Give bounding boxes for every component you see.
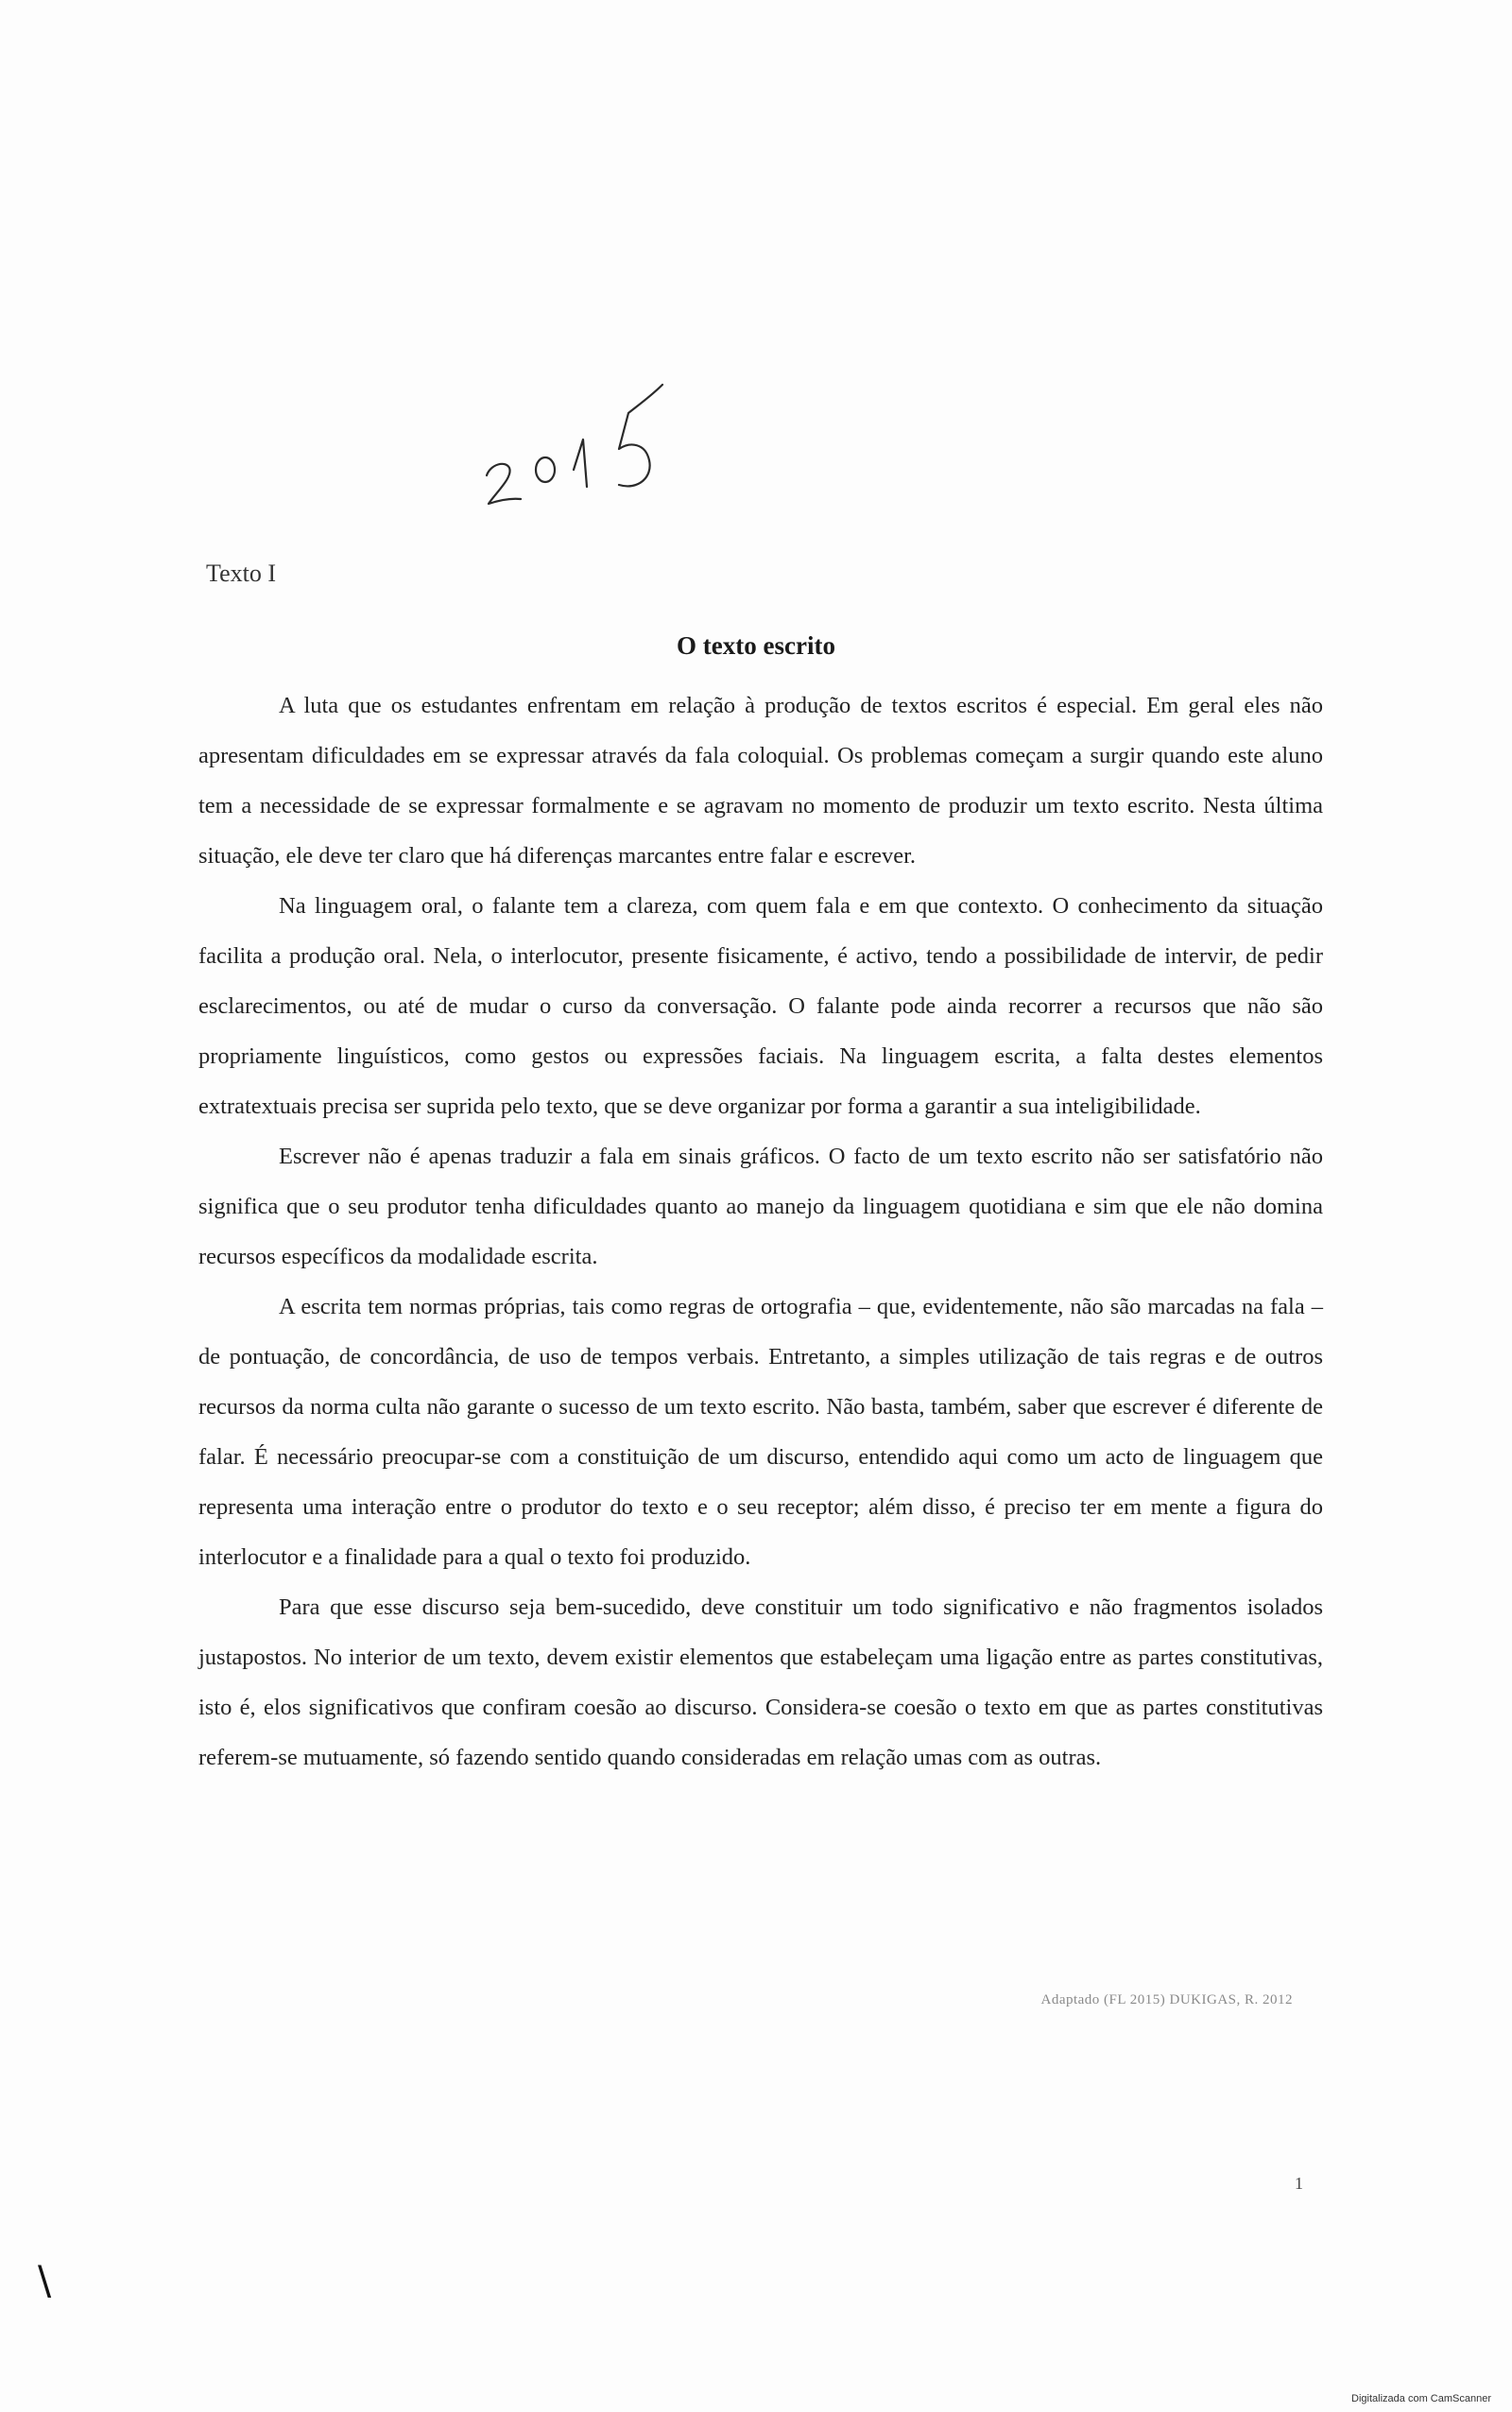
- handwritten-year-2015: [477, 373, 676, 525]
- paragraph: Para que esse discurso seja bem-sucedido, deve constituir um todo significativo e não fragmentos isolados justapostos. No interior de um texto, devem existir elementos que estabeleçam uma ligação entre as partes constitutivas, isto é, elos significativos que confiram coesão ao discurso. Considera-se coesão o texto em que as partes constitutivas referem-se mutuamente, só fazendo sentido quando consideradas em relação umas com as outras.: [198, 1594, 1323, 1770]
- source-citation: Adaptado (FL 2015) DUKIGAS, R. 2012: [1040, 1992, 1293, 2007]
- paragraph: A escrita tem normas próprias, tais como regras de ortografia – que, evidentemente, não são marcadas na fala – de pontuação, de concordância, de uso de tempos verbais. Entretanto, a simples utilização de tais regras e de outros recursos da norma culta não garante o sucesso de um texto escrito. Não basta, também, saber que escrever é diferente de falar. É necessário preocupar-se com a constituição de um discurso, entendido aqui como um acto de linguagem que representa uma interação entre o produtor do texto e o seu receptor; além disso, é preciso ter em mente a figura do interlocutor e a finalidade para a qual o texto foi produzido.: [198, 1294, 1323, 1570]
- paragraph: Na linguagem oral, o falante tem a clareza, com quem fala e em que contexto. O conhecimento da situação facilita a produção oral. Nela, o interlocutor, presente fisicamente, é activo, tendo a possibilidade de intervir, de pedir esclarecimentos, ou até de mudar o curso da conversação. O falante pode ainda recorrer a recursos que não são propriamente linguísticos, como gestos ou expressões faciais. Na linguagem escrita, a falta destes elementos extratextuais precisa ser suprida pelo texto, que se deve organizar por forma a garantir a sua inteligibilidade.: [198, 893, 1323, 1119]
- paragraph: A luta que os estudantes enfrentam em relação à produção de textos escritos é especial. Em geral eles não apresentam dificuldades em se expressar através da fala coloquial. Os problemas começam a surgir quando este aluno tem a necessidade de se expressar formalmente e se agravam no momento de produzir um texto escrito. Nesta última situação, ele deve ter claro que há diferenças marcantes entre falar e escrever.: [198, 693, 1323, 869]
- scanner-watermark: Digitalizada com CamScanner: [1351, 2393, 1491, 2404]
- corner-mark: \: [38, 2257, 52, 2303]
- paragraph: Escrever não é apenas traduzir a fala em sinais gráficos. O facto de um texto escrito não ser satisfatório não significa que o seu produtor tenha dificuldades quanto ao manejo da linguagem quotidiana e sim que ele não domina recursos específicos da modalidade escrita.: [198, 1144, 1323, 1269]
- document-title: O texto escrito: [677, 631, 835, 660]
- body-text: [198, 681, 1323, 1783]
- text-label: Texto I: [206, 560, 276, 587]
- page-number: 1: [1295, 2174, 1303, 2193]
